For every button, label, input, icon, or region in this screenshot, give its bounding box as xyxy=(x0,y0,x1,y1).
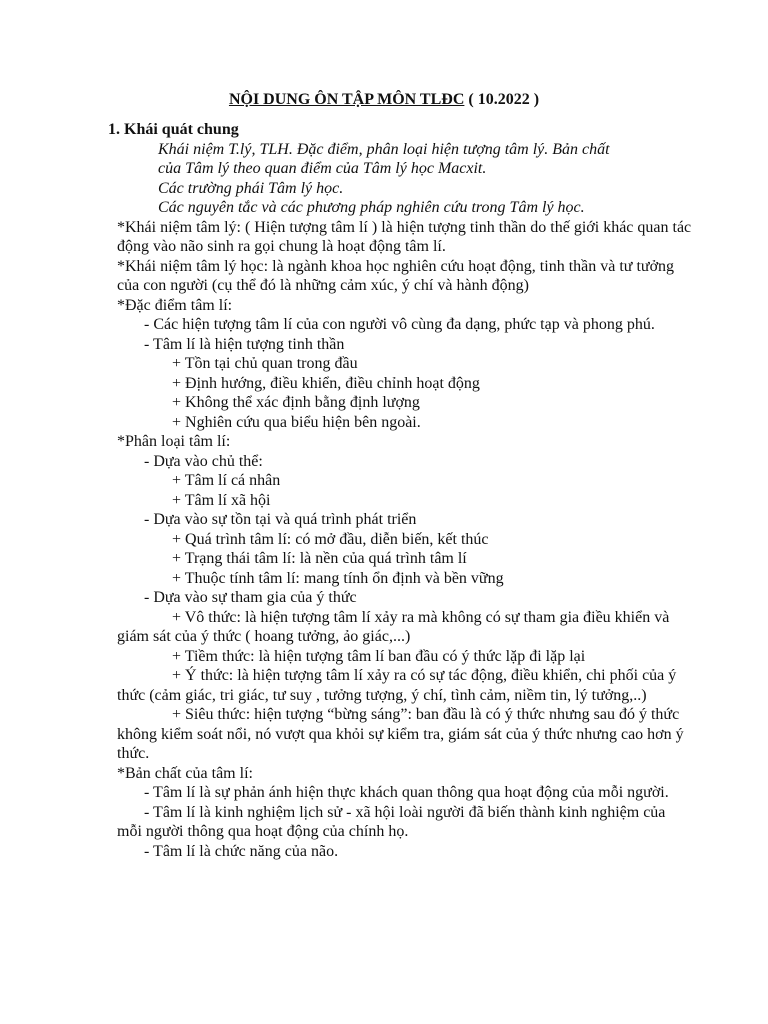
list-item: + Ý thức: là hiện tượng tâm lí xảy ra có sự tác động, điều khiển, chi phối của ý thức (cảm giác, tri giác, tư suy , tưởng tượng, ý chí, tình cảm, niềm tin, lý tưởng,..) xyxy=(117,667,677,704)
dacdiem-item: - Tâm lí là hiện tượng tinh thần xyxy=(144,335,345,353)
list-item: + Thuộc tính tâm lí: mang tính ổn định và bền vững xyxy=(172,569,504,587)
list-item: + Vô thức: là hiện tượng tâm lí xảy ra mà không có sự tham gia điều khiển và giám sát của ý thức ( hoang tưởng, ảo giác,...) xyxy=(117,608,670,645)
paragraph-khainiem-tamly: *Khái niệm tâm lý: ( Hiện tượng tâm lí ) là hiện tượng tinh thần do thế giới khác quan tác động vào não sinh ra gọi chung là hoạt động tâm lí. xyxy=(117,218,692,255)
phanloai-item: - Dựa vào chủ thể: xyxy=(144,452,263,470)
list-item: + Tồn tại chủ quan trong đầu xyxy=(172,355,358,372)
dacdiem-item: - Các hiện tượng tâm lí của con người vô cùng đa dạng, phức tạp và phong phú. xyxy=(144,316,655,333)
section-heading: 1. Khái quát chung xyxy=(108,121,239,138)
phanloai-item: - Dựa vào sự tham gia của ý thức xyxy=(144,589,357,606)
banchat-heading: *Bản chất của tâm lí: xyxy=(117,764,253,782)
list-item: + Siêu thức: hiện tượng “bừng sáng”: ban đầu là có ý thức nhưng sau đó ý thức không kiểm soát nổi, nó vượt qua khỏi sự kiểm tra, giám sát của ý thức nhưng cao hơn ý thức. xyxy=(117,706,684,762)
phanloai-item: - Dựa vào sự tồn tại và quá trình phát triển xyxy=(144,511,417,528)
summary-line: Các nguyên tắc và các phương pháp nghiên cứu trong Tâm lý học. xyxy=(158,199,585,216)
paragraph-khainiem-tamlyhoc: *Khái niệm tâm lý học: là ngành khoa học nghiên cứu hoạt động, tinh thần và tư tưởng của con người (cụ thể đó là những cảm xúc, ý chí và hành động) xyxy=(117,257,675,294)
banchat-item: - Tâm lí là sự phản ánh hiện thực khách quan thông qua hoạt động của mỗi người. xyxy=(144,784,669,801)
title-date: ( 10.2022 ) xyxy=(464,91,540,108)
list-item: + Nghiên cứu qua biểu hiện bên ngoài. xyxy=(172,413,421,431)
summary-line: Khái niệm T.lý, TLH. Đặc điểm, phân loại hiện tượng tâm lý. Bản chất xyxy=(158,140,610,158)
list-item: + Không thể xác định bằng định lượng xyxy=(172,394,420,411)
list-item: + Tiềm thức: là hiện tượng tâm lí ban đầu có ý thức lặp đi lặp lại xyxy=(172,647,586,665)
phanloai-heading: *Phân loại tâm lí: xyxy=(117,433,231,450)
document-title xyxy=(0,90,768,110)
summary-line: Các trường phái Tâm lý học. xyxy=(158,179,344,197)
list-item: + Trạng thái tâm lí: là nền của quá trình tâm lí xyxy=(172,550,467,567)
banchat-item: - Tâm lí là chức năng của não. xyxy=(144,842,339,860)
list-item: + Định hướng, điều khiển, điều chỉnh hoạt động xyxy=(172,374,480,392)
list-item: + Tâm lí cá nhân xyxy=(172,472,281,489)
list-item: + Tâm lí xã hội xyxy=(172,491,271,509)
list-item: + Quá trình tâm lí: có mở đầu, diễn biến, kết thúc xyxy=(172,530,489,548)
summary-line: của Tâm lý theo quan điểm của Tâm lý học Macxit. xyxy=(158,160,487,177)
dacdiem-heading: *Đặc điểm tâm lí: xyxy=(117,296,233,314)
document-body xyxy=(108,120,692,861)
banchat-item: - Tâm lí là kinh nghiệm lịch sử - xã hội loài người đã biến thành kinh nghiệm của mỗi người thông qua hoạt động của chính họ. xyxy=(117,803,666,840)
title-main: NỘI DUNG ÔN TẬP MÔN TLĐC xyxy=(228,91,465,108)
